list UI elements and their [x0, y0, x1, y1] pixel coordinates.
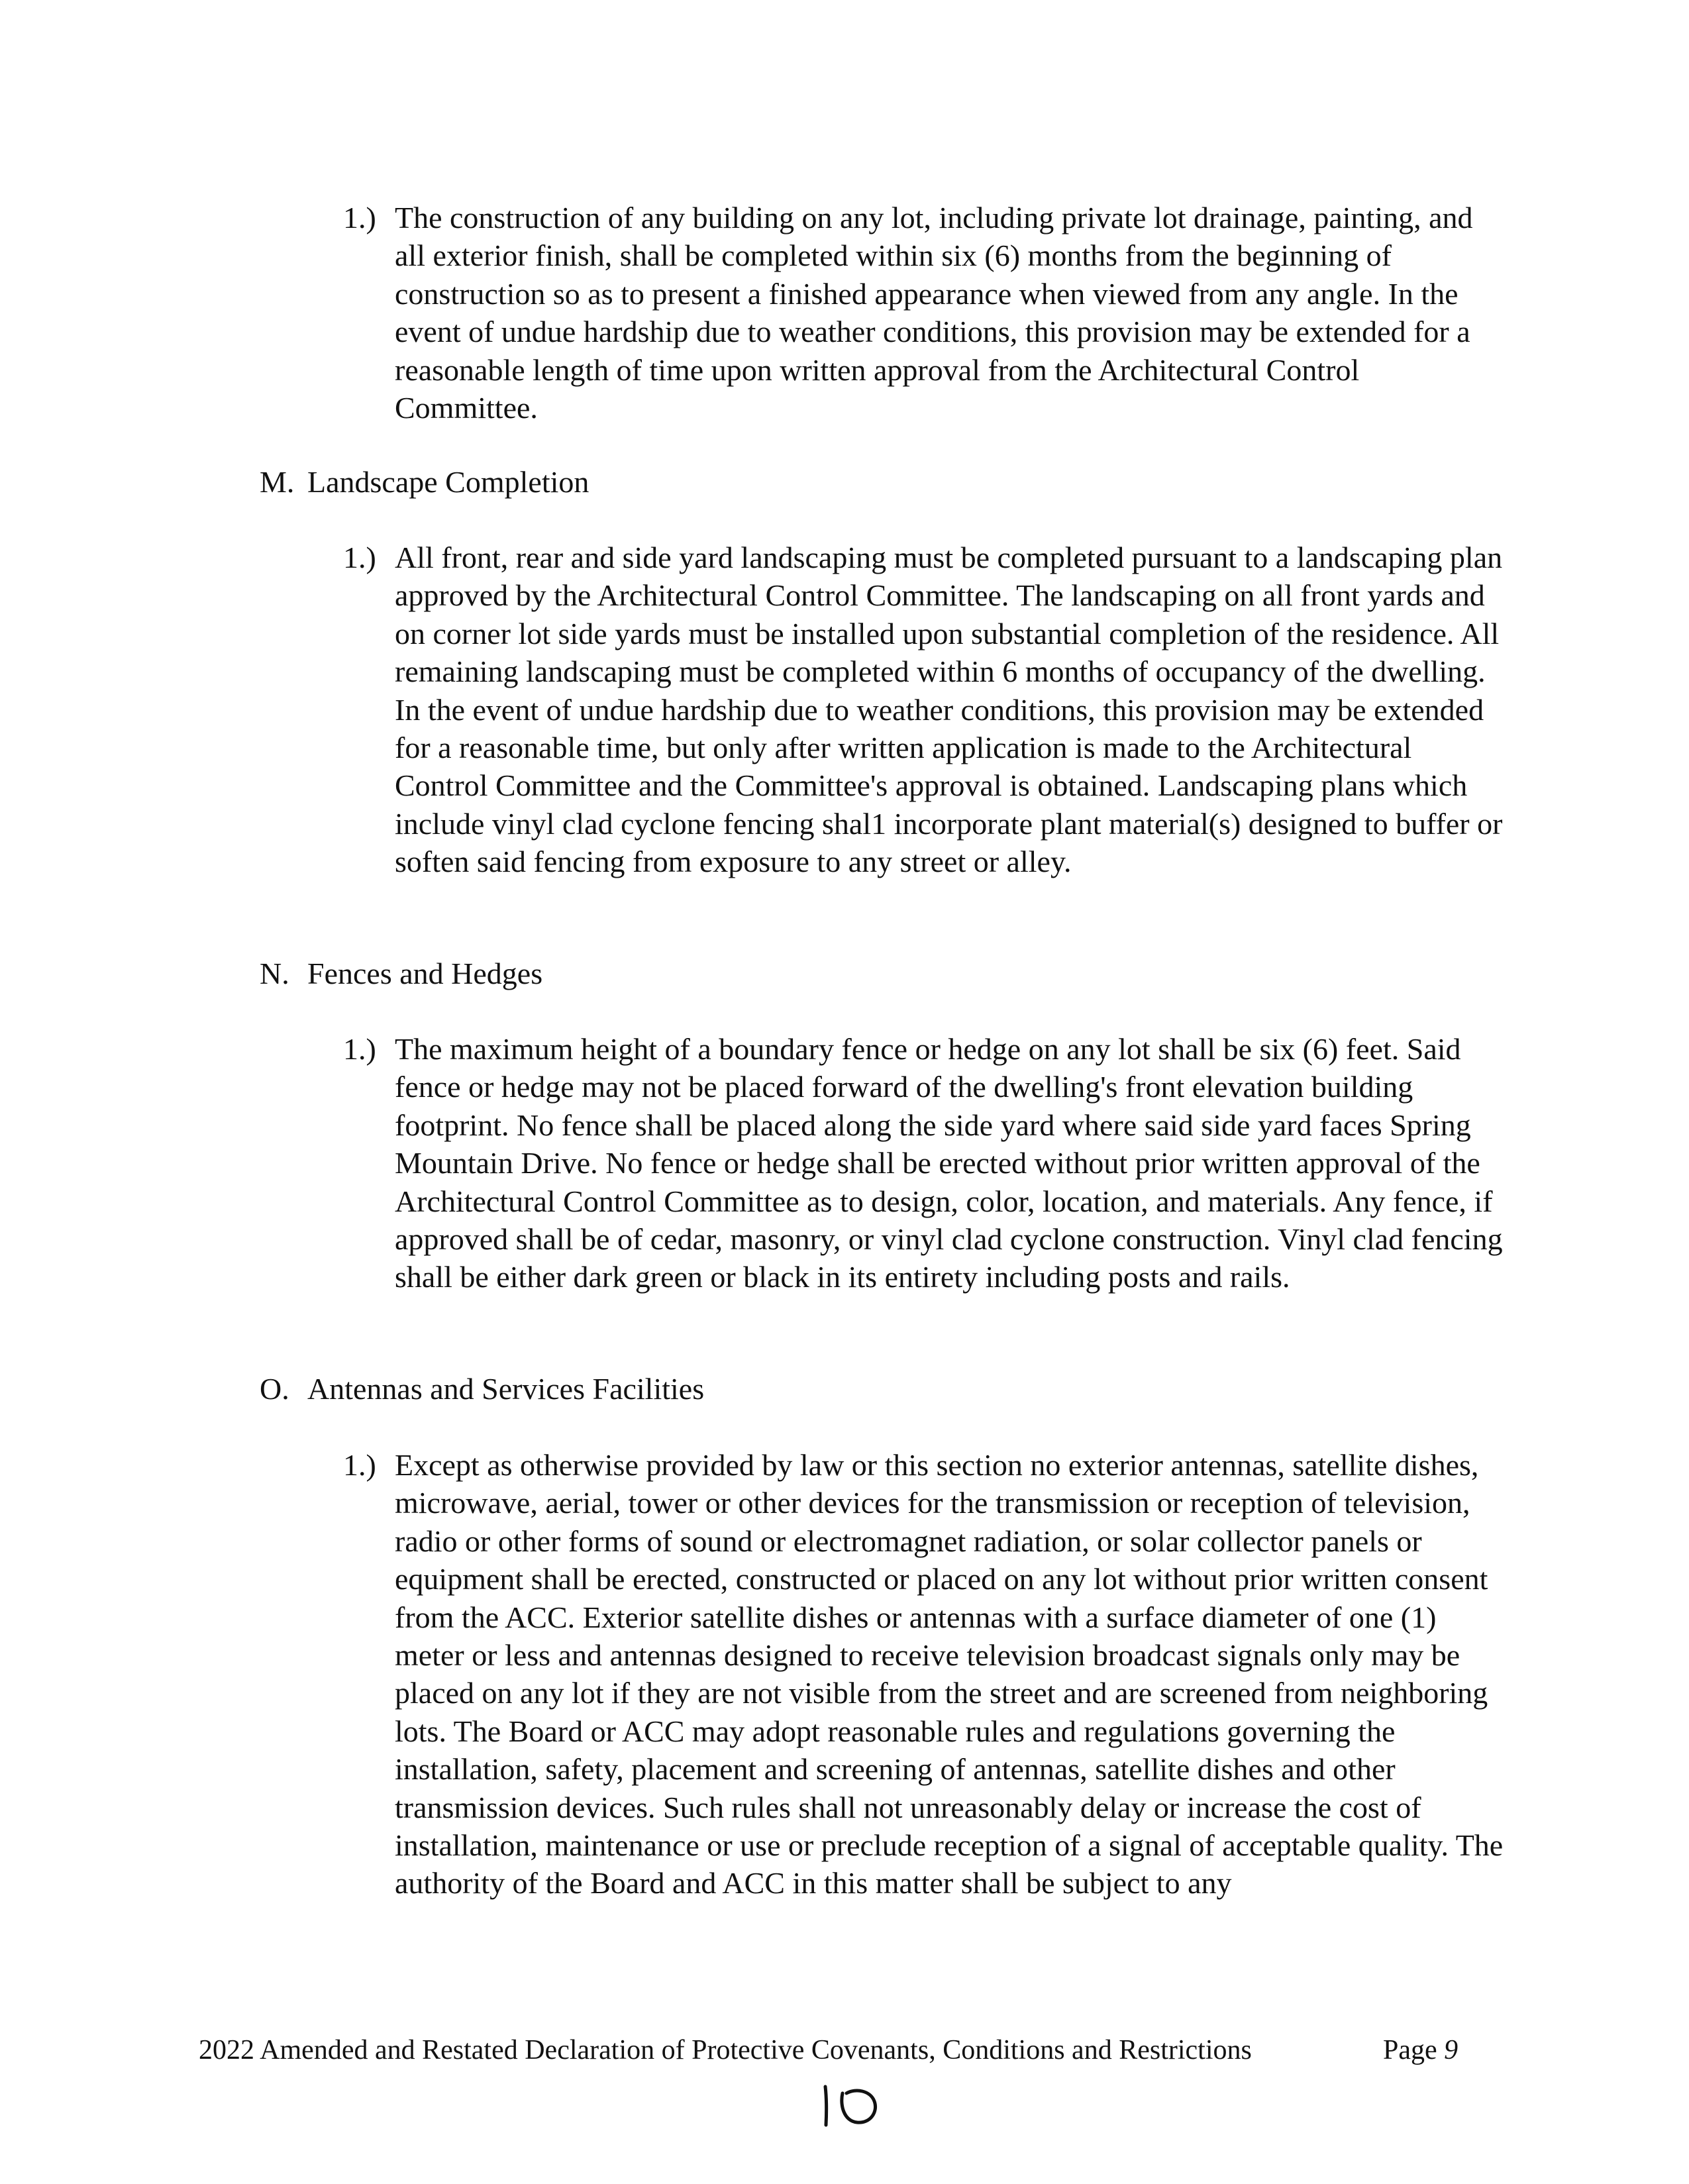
section-o-item-1: [343, 1446, 1509, 1902]
item-number: 1.): [343, 541, 376, 574]
item-number: 1.): [343, 1448, 376, 1482]
section-title: Fences and Hedges: [307, 957, 543, 990]
section-letter: O.: [260, 1372, 289, 1406]
section-letter: N.: [260, 957, 289, 990]
item-text: The maximum height of a boundary fence or hedge on any lot shall be six (6) feet. Said fence or hedge may not be placed forward of the dwelling's front elevation building footprint. No fence shall be placed along the side yard where said side yard faces Spring Mountain Drive. No fence or hedge shall be erected without prior written approval of the Architectural Control Committee as to design, color, location, and materials. Any fence, if approved shall be of cedar, masonry, or vinyl clad cyclone construction. Vinyl clad fencing shall be either dark green or black in its entirety including posts and rails.: [395, 1032, 1503, 1294]
page-number: 9: [1444, 2035, 1459, 2065]
item-number: 1.): [343, 201, 376, 234]
page-footer: [199, 2034, 1470, 2067]
section-letter: M.: [260, 465, 295, 499]
section-n-item-1: [343, 1030, 1509, 1296]
section-m-heading: [260, 463, 589, 501]
footer-page-number: [1383, 2034, 1458, 2067]
section-n-heading: [260, 955, 542, 992]
footer-title: 2022 Amended and Restated Declaration of Protective Covenants, Conditions and Restrictions: [199, 2035, 1252, 2065]
section-l-item-1: [343, 199, 1509, 427]
section-o-heading: [260, 1370, 704, 1408]
item-text: Except as otherwise provided by law or this section no exterior antennas, satellite dishes, microwave, aerial, tower or other devices for the transmission or reception of television, radio or other forms of sound or electromagnet radiation, or solar collector panels or equipment shall be erected, constructed or placed on any lot without prior written consent from the ACC. Exterior satellite dishes or antennas with a surface diameter of one (1) meter or less and antennas designed to receive television broadcast signals only may be placed on any lot if they are not visible from the street and are screened from neighboring lots. The Board or ACC may adopt reasonable rules and regulations governing the installation, safety, placement and screening of antennas, satellite dishes and other transmission devices. Such rules shall not unreasonably delay or increase the cost of installation, maintenance or use or preclude reception of a signal of acceptable quality. The authority of the Board and ACC in this matter shall be subject to any: [395, 1448, 1504, 1900]
item-text: The construction of any building on any lot, including private lot drainage, painting, and all exterior finish, shall be completed within six (6) months from the beginning of construction so as to present a finished appearance when viewed from any angle. In the event of undue hardship due to weather conditions, this provision may be extended for a reasonable length of time upon written approval from the Architectural Control Committee.: [395, 201, 1473, 425]
page-label: Page: [1383, 2035, 1437, 2065]
item-text: All front, rear and side yard landscaping must be completed pursuant to a landscaping plan approved by the Architectural Control Committee. The landscaping on all front yards and on corner lot side yards must be installed upon substantial completion of the residence. All remaining landscaping must be completed within 6 months of occupancy of the dwelling. In the event of undue hardship due to weather conditions, this provision may be extended for a reasonable time, but only after written application is made to the Architectural Control Committee and the Committee's approval is obtained. Landscaping plans which include vinyl clad cyclone fencing shal1 incorporate plant material(s) designed to buffer or soften said fencing from exposure to any street or alley.: [395, 541, 1503, 879]
section-title: Antennas and Services Facilities: [307, 1372, 705, 1406]
handwritten-page-mark: [816, 2079, 896, 2132]
item-number: 1.): [343, 1032, 376, 1066]
section-title: Landscape Completion: [307, 465, 589, 499]
section-m-item-1: [343, 539, 1509, 881]
